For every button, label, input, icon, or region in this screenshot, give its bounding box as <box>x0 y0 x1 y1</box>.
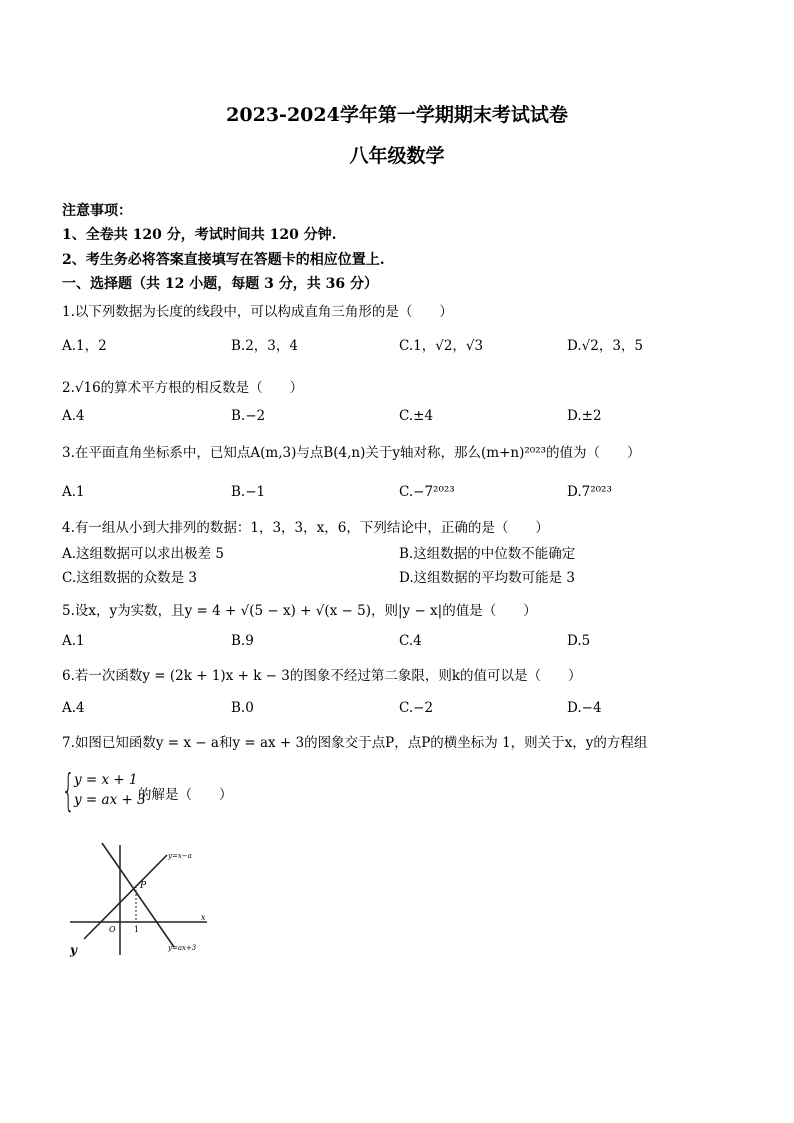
q2-option-b: B.−2 <box>231 408 266 424</box>
exam-subtitle: 八年级数学 <box>349 145 445 167</box>
section-heading: 一、选择题（共 12 小题，每题 3 分，共 36 分） <box>62 276 378 292</box>
q1-option-b: B.2，3，4 <box>231 338 298 354</box>
function-graph-figure <box>62 835 212 960</box>
q5-option-b: B.9 <box>231 633 254 649</box>
system-equation-1: y = x + 1 <box>74 772 138 788</box>
q2-option-c: C.±4 <box>399 408 434 424</box>
notes-heading: 注意事项： <box>62 203 132 219</box>
label-line-descending: y=ax+3 <box>168 944 197 952</box>
brace-symbol: { <box>62 765 75 816</box>
q6-option-c: C.−2 <box>399 700 434 716</box>
line-ascending <box>84 855 167 939</box>
exam-title: 2023-2024学年第一学期期末考试试卷 <box>226 104 568 126</box>
q3-option-c: C.−7²⁰²³ <box>399 484 455 500</box>
q5-option-c: C.4 <box>399 633 422 649</box>
label-line-ascending: y=x−a <box>168 852 192 860</box>
graph-svg <box>62 835 212 960</box>
question-1: 1.以下列数据为长度的线段中，可以构成直角三角形的是（ ） <box>62 304 453 320</box>
q4-option-d: D.这组数据的平均数可能是 3 <box>399 570 576 586</box>
question-4: 4.有一组从小到大排列的数据：1，3，3，x，6，下列结论中，正确的是（ ） <box>62 520 549 536</box>
q2-option-d: D.±2 <box>567 408 602 424</box>
notes-item-1: 1、全卷共 120 分，考试时间共 120 分钟. <box>62 227 337 243</box>
q3-option-d: D.7²⁰²³ <box>567 484 612 500</box>
q5-option-a: A.1 <box>62 633 85 649</box>
q6-option-a: A.4 <box>62 700 85 716</box>
label-origin: O <box>109 925 116 934</box>
q4-option-b: B.这组数据的中位数不能确定 <box>399 546 576 562</box>
notes-item-2: 2、考生务必将答案直接填写在答题卡的相应位置上. <box>62 252 385 268</box>
question-7: 7.如图已知函数y = x − a和y = ax + 3的图象交于点P，点P的横坐标为 1，则关于x，y的方程组 <box>62 735 648 751</box>
label-x: x <box>201 913 206 922</box>
q4-option-a: A.这组数据可以求出极差 5 <box>62 546 224 562</box>
q5-option-d: D.5 <box>567 633 591 649</box>
question-5: 5.设x，y为实数，且y = 4 + √(5 − x) + √(x − 5)，则|y − x|的值是（ ） <box>62 603 537 619</box>
q3-option-b: B.−1 <box>231 484 266 500</box>
label-p: P <box>140 881 147 891</box>
question-2: 2.√16的算术平方根的相反数是（ ） <box>62 380 304 396</box>
question-3: 3.在平面直角坐标系中，已知点A(m,3)与点B(4,n)关于y轴对称，那么(m+n)²⁰²³的值为（ ） <box>62 445 641 461</box>
q6-option-d: D.−4 <box>567 700 602 716</box>
q1-option-d: D.√2，3，5 <box>567 338 644 354</box>
q1-option-a: A.1，2 <box>62 338 107 354</box>
equation-system <box>62 765 262 816</box>
label-one: 1 <box>134 925 140 934</box>
label-y: y <box>70 943 77 957</box>
system-equation-2: y = ax + 3 <box>74 792 146 808</box>
q3-option-a: A.1 <box>62 484 85 500</box>
q4-option-c: C.这组数据的众数是 3 <box>62 570 198 586</box>
q1-option-c: C.1，√2，√3 <box>399 338 484 354</box>
question-6: 6.若一次函数y = (2k + 1)x + k − 3的图象不经过第二象限，则k的值可以是（ ） <box>62 668 582 684</box>
system-tail: 的解是（ ） <box>138 787 233 803</box>
q2-option-a: A.4 <box>62 408 85 424</box>
q6-option-b: B.0 <box>231 700 254 716</box>
